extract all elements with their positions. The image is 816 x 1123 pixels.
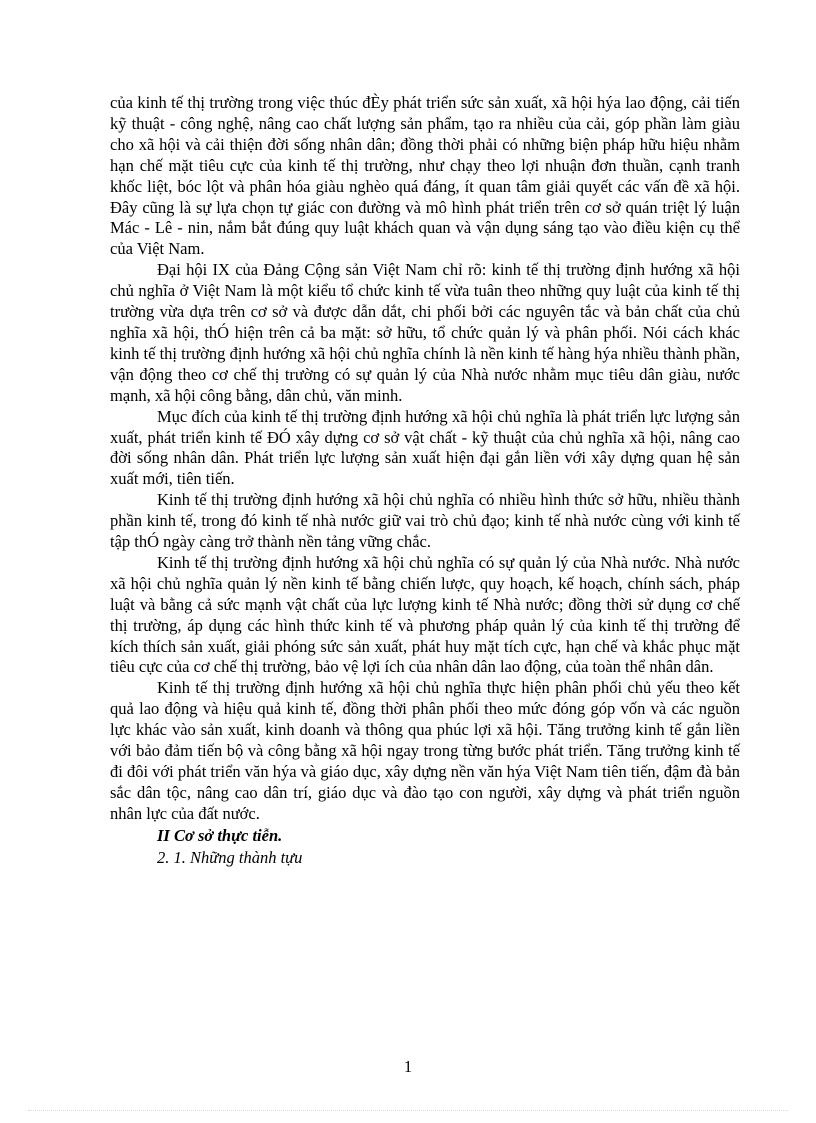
page-bottom-divider [28,1110,788,1111]
paragraph: Mục đích của kinh tế thị trường định hướng xã hội chủ nghĩa là phát triển lực lượng sản xuất, phát triển kinh tế ĐÓ xây dựng cơ sở vật chất - kỹ thuật của chủ nghĩa xã hội, nâng cao đời sống nhân dân. Phát triển lực lượng sản xuất hiện đại gắn liền với xây dựng quan hệ sản xuất mới, tiên tiến. [110,406,740,489]
page-number: 1 [403,1057,413,1076]
paragraph: Đại hội IX của Đảng Cộng sản Việt Nam chỉ rõ: kinh tế thị trường định hướng xã hội chủ nghĩa ở Việt Nam là một kiểu tổ chức kinh tế vừa tuân theo những quy luật của kinh tế thị trường vừa dựa trên cơ sở và được dẫn dắt, chi phối bởi các nguyên tắc và bản chất của chủ nghĩa xã hội, thÓ hiện trên cả ba mặt: sở hữu, tổ chức quản lý và phân phối. Nói cách khác kinh tế thị trường định hướng xã hội chủ nghĩa chính là nền kinh tế hàng hýa nhiều thành phần, vận động theo cơ chế thị trường có sự quản lý của Nhà nước nhằm mục tiêu dân giàu, nước mạnh, xã hội công bằng, dân chủ, văn minh. [110,260,740,405]
section-heading: II Cơ sở thực tiễn. [157,825,283,845]
paragraph: Kinh tế thị trường định hướng xã hội chủ nghĩa thực hiện phân phối chủ yếu theo kết quả lao động và hiệu quả kinh tế, đồng thời phân phối theo mức đóng góp vốn và các nguồn lực khác vào sản xuất, kinh doanh và thông qua phúc lợi xã hội. Tăng trưởng kinh tế gắn liền với bảo đảm tiến bộ và công bằng xã hội ngay trong từng bước phát triển. Tăng trưởng kinh tế đi đôi với phát triển văn hýa và giáo dục, xây dựng nền văn hýa Việt Nam tiên tiến, đậm đà bản sắc dân tộc, nâng cao dân trí, giáo dục và đào tạo con người, xây dựng và phát triển nguồn nhân lực của đất nước. [110,678,740,823]
body-text [110,93,740,870]
subsection-heading: 2. 1. Những thành tựu [157,847,303,867]
paragraph: Kinh tế thị trường định hướng xã hội chủ nghĩa có sự quản lý của Nhà nước. Nhà nước xã hội chủ nghĩa quản lý nền kinh tế bằng chiến lược, quy hoạch, kế hoạch, chính sách, pháp luật và bằng cả sức mạnh vật chất của lực lượng kinh tế Nhà nước; đồng thời sử dụng cơ chế thị trường, áp dụng các hình thức kinh tế và phương pháp quản lý của kinh tế thị trường để kích thích sản xuất, giải phóng sức sản xuất, phát huy mặt tích cực, hạn chế và khắc phục mặt tiêu cực của cơ chế thị trường, bảo vệ lợi ích của nhân dân lao động, của toàn thể nhân dân. [110,552,740,677]
paragraph: của kinh tế thị trường trong việc thúc đÈy phát triển sức sản xuất, xã hội hýa lao động, cải tiến kỹ thuật - công nghệ, nâng cao chất lượng sản phẩm, tạo ra nhiều của cải, góp phần làm giàu cho xã hội và cải thiện đời sống nhân dân; đồng thời phải có những biện pháp hữu hiệu nhằm hạn chế mặt tiêu cực của kinh tế thị trường, như chạy theo lợi nhuận đơn thuần, cạnh tranh khốc liệt, bóc lột và phân hóa giàu nghèo quá đáng, ít quan tâm giải quyết các vấn đề xã hội. Đây cũng là sự lựa chọn tự giác con đường và mô hình phát triển trên cơ sở quán triệt lý luận Mác - Lê - nin, nắm bắt đúng quy luật khách quan và vận dụng sáng tạo vào điều kiện cụ thể của Việt Nam. [110,93,740,259]
paragraph: Kinh tế thị trường định hướng xã hội chủ nghĩa có nhiều hình thức sở hữu, nhiều thành phần kinh tế, trong đó kinh tế nhà nước giữ vai trò chủ đạo; kinh tế nhà nước cùng với kinh tế tập thÓ ngày càng trở thành nền tảng vững chắc. [110,490,740,552]
